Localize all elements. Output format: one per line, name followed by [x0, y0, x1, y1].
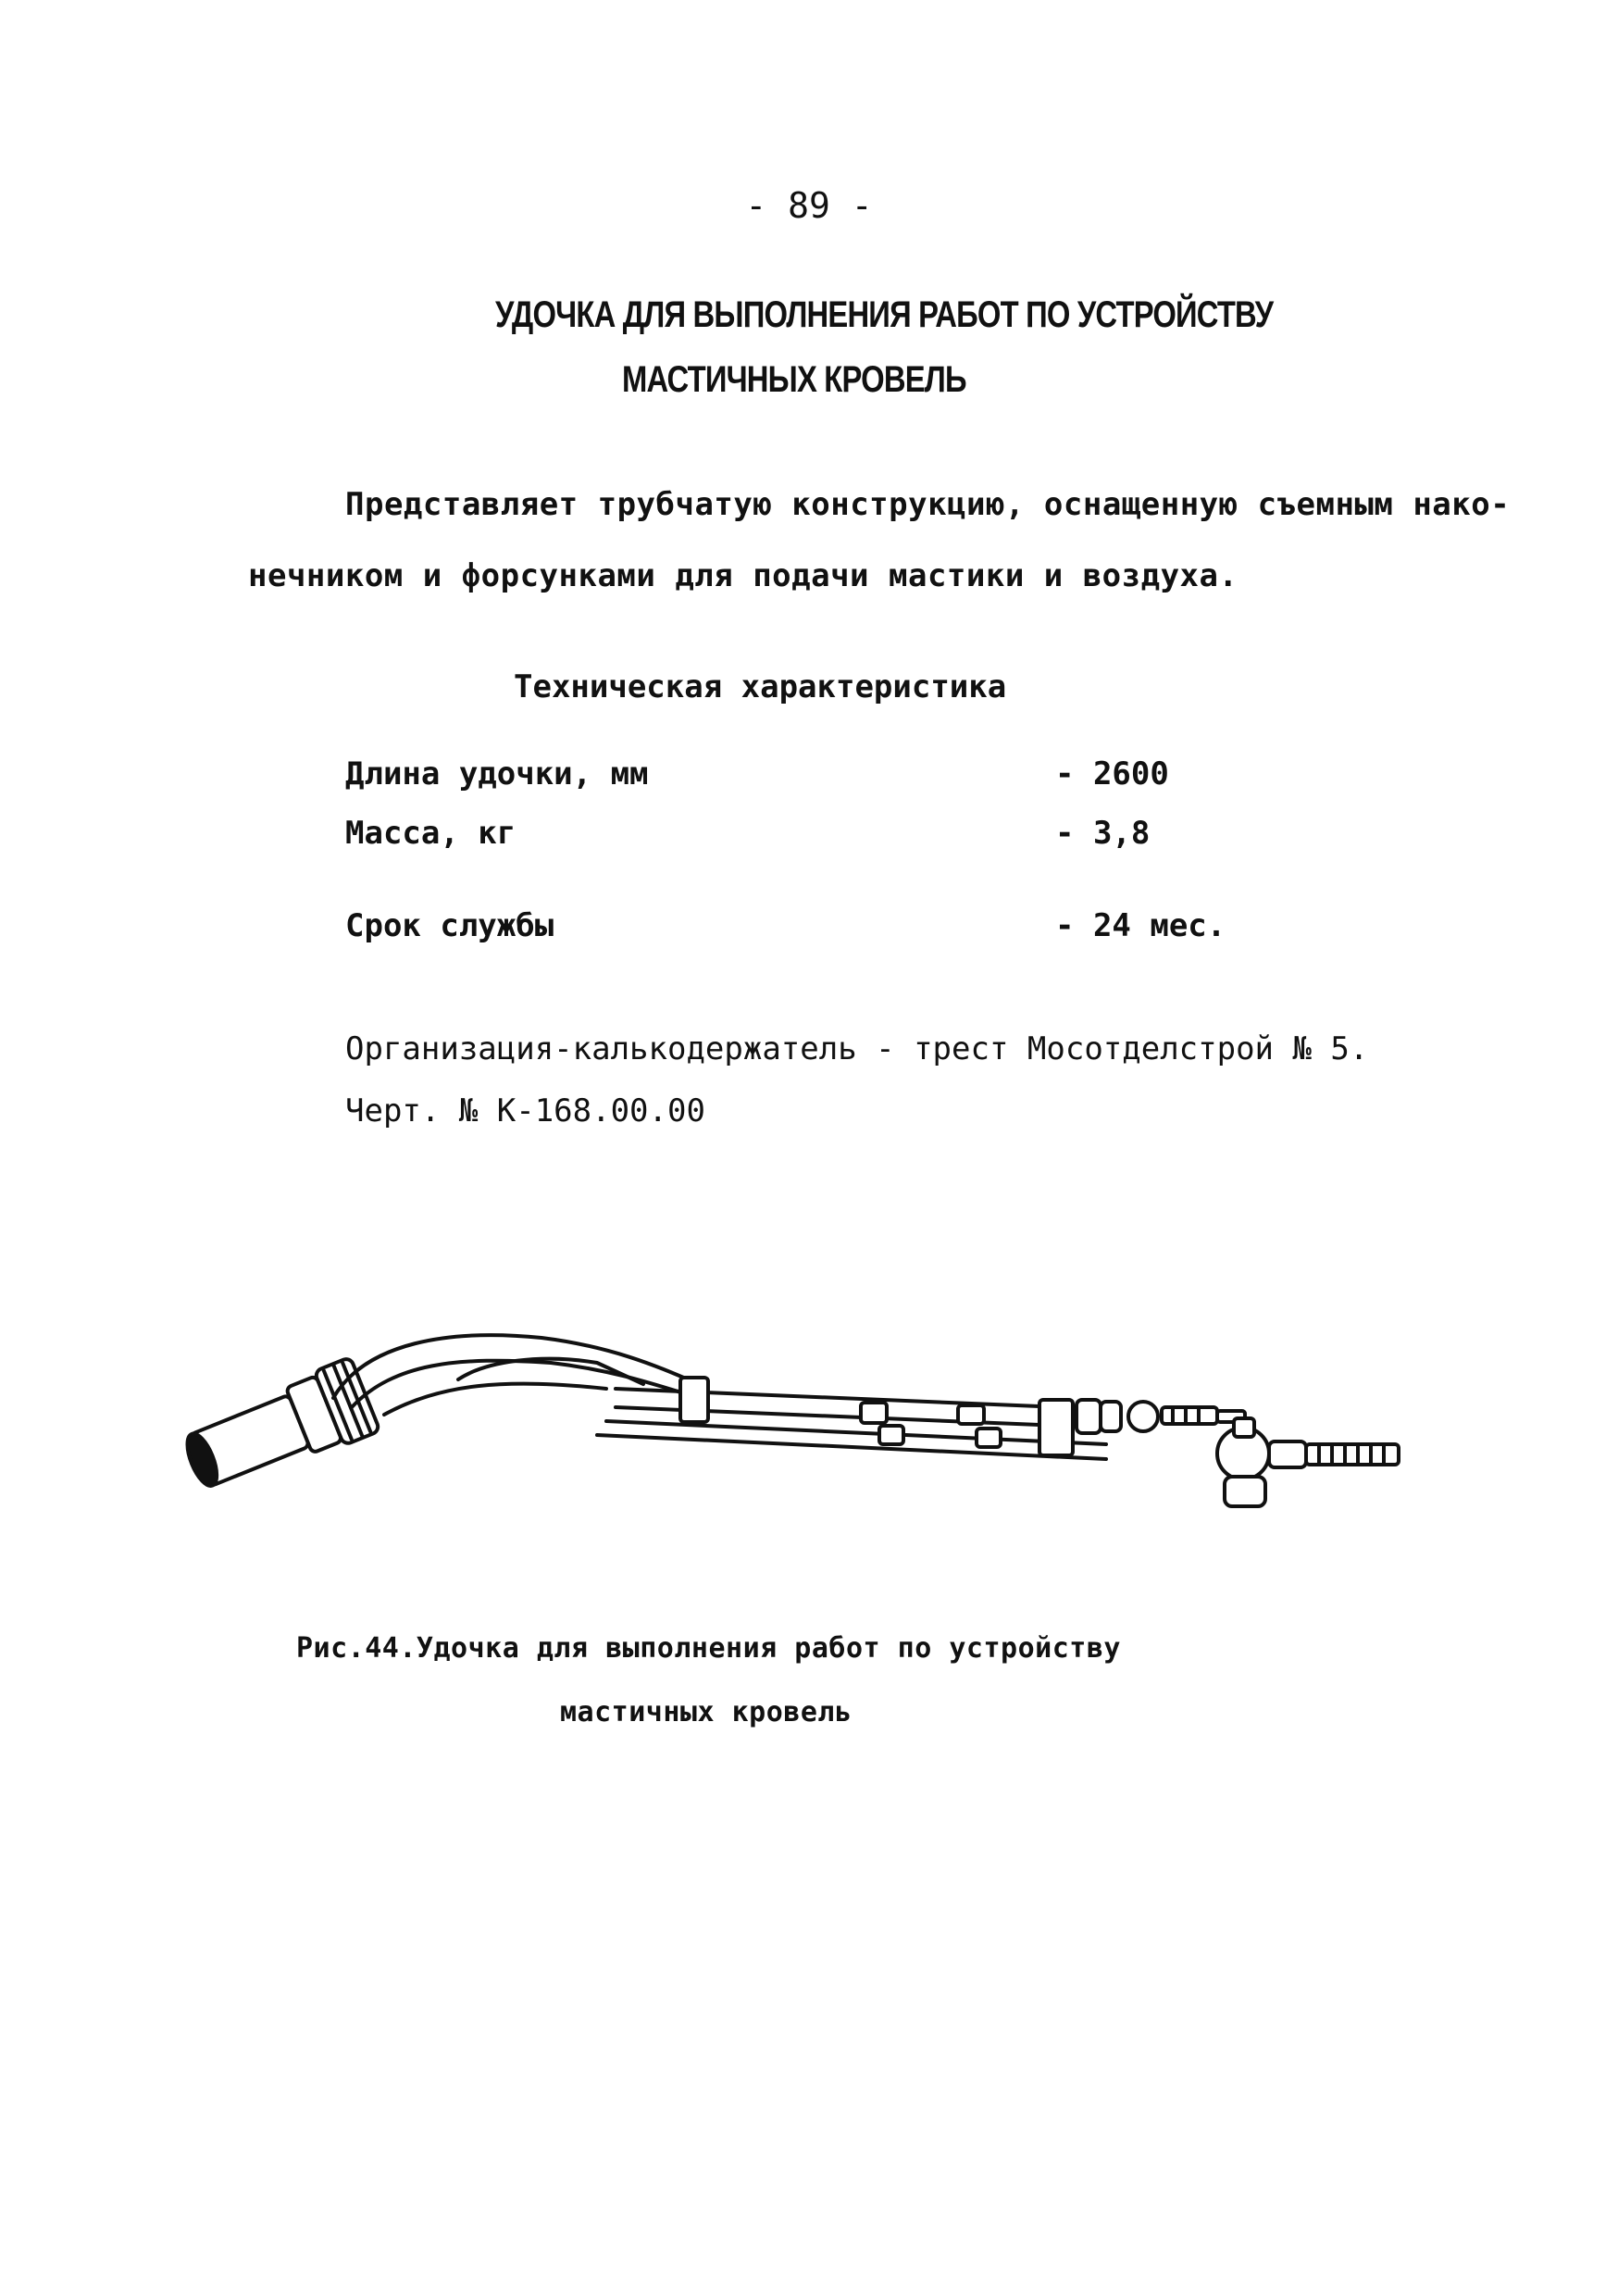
valve-assembly	[1077, 1400, 1306, 1506]
page-number: - 89 -	[745, 185, 873, 226]
spec-label-mass: Масса, кг	[345, 815, 517, 852]
spec-label-length: Длина удочки, мм	[345, 755, 649, 792]
figure-caption-line-2: мастичных кровель	[560, 1696, 853, 1728]
curved-hoses	[333, 1335, 699, 1415]
mastic-applicator-drawing	[180, 1296, 1439, 1537]
intro-paragraph-line-2: нечником и форсунками для подачи мастики и воздуха.	[248, 557, 1238, 594]
spec-label-service-life: Срок службы	[345, 907, 554, 944]
spec-heading: Техническая характеристика	[514, 668, 1007, 705]
hose-connector	[1306, 1444, 1399, 1465]
spec-value-length: - 2600	[1055, 755, 1169, 792]
spec-value-mass: - 3,8	[1055, 815, 1151, 852]
organization-holder: Организация-калькодержатель - трест Мосотделстрой № 5.	[345, 1030, 1369, 1067]
tube-clamps	[680, 1378, 1073, 1455]
document-title-line-2: МАСТИЧНЫХ КРОВЕЛЬ	[622, 359, 966, 400]
figure-caption-line-1: Рис.44.Удочка для выполнения работ по устройству	[296, 1632, 1121, 1665]
spec-value-service-life: - 24 мес.	[1055, 907, 1226, 944]
main-tube	[597, 1389, 1106, 1459]
document-title-line-1: УДОЧКА ДЛЯ ВЫПОЛНЕНИЯ РАБОТ ПО УСТРОЙСТВУ	[495, 294, 1274, 335]
drawing-number: Черт. № К-168.00.00	[345, 1092, 705, 1129]
intro-paragraph-line-1: Представляет трубчатую конструкцию, оснащенную съемным нако-	[345, 486, 1511, 523]
